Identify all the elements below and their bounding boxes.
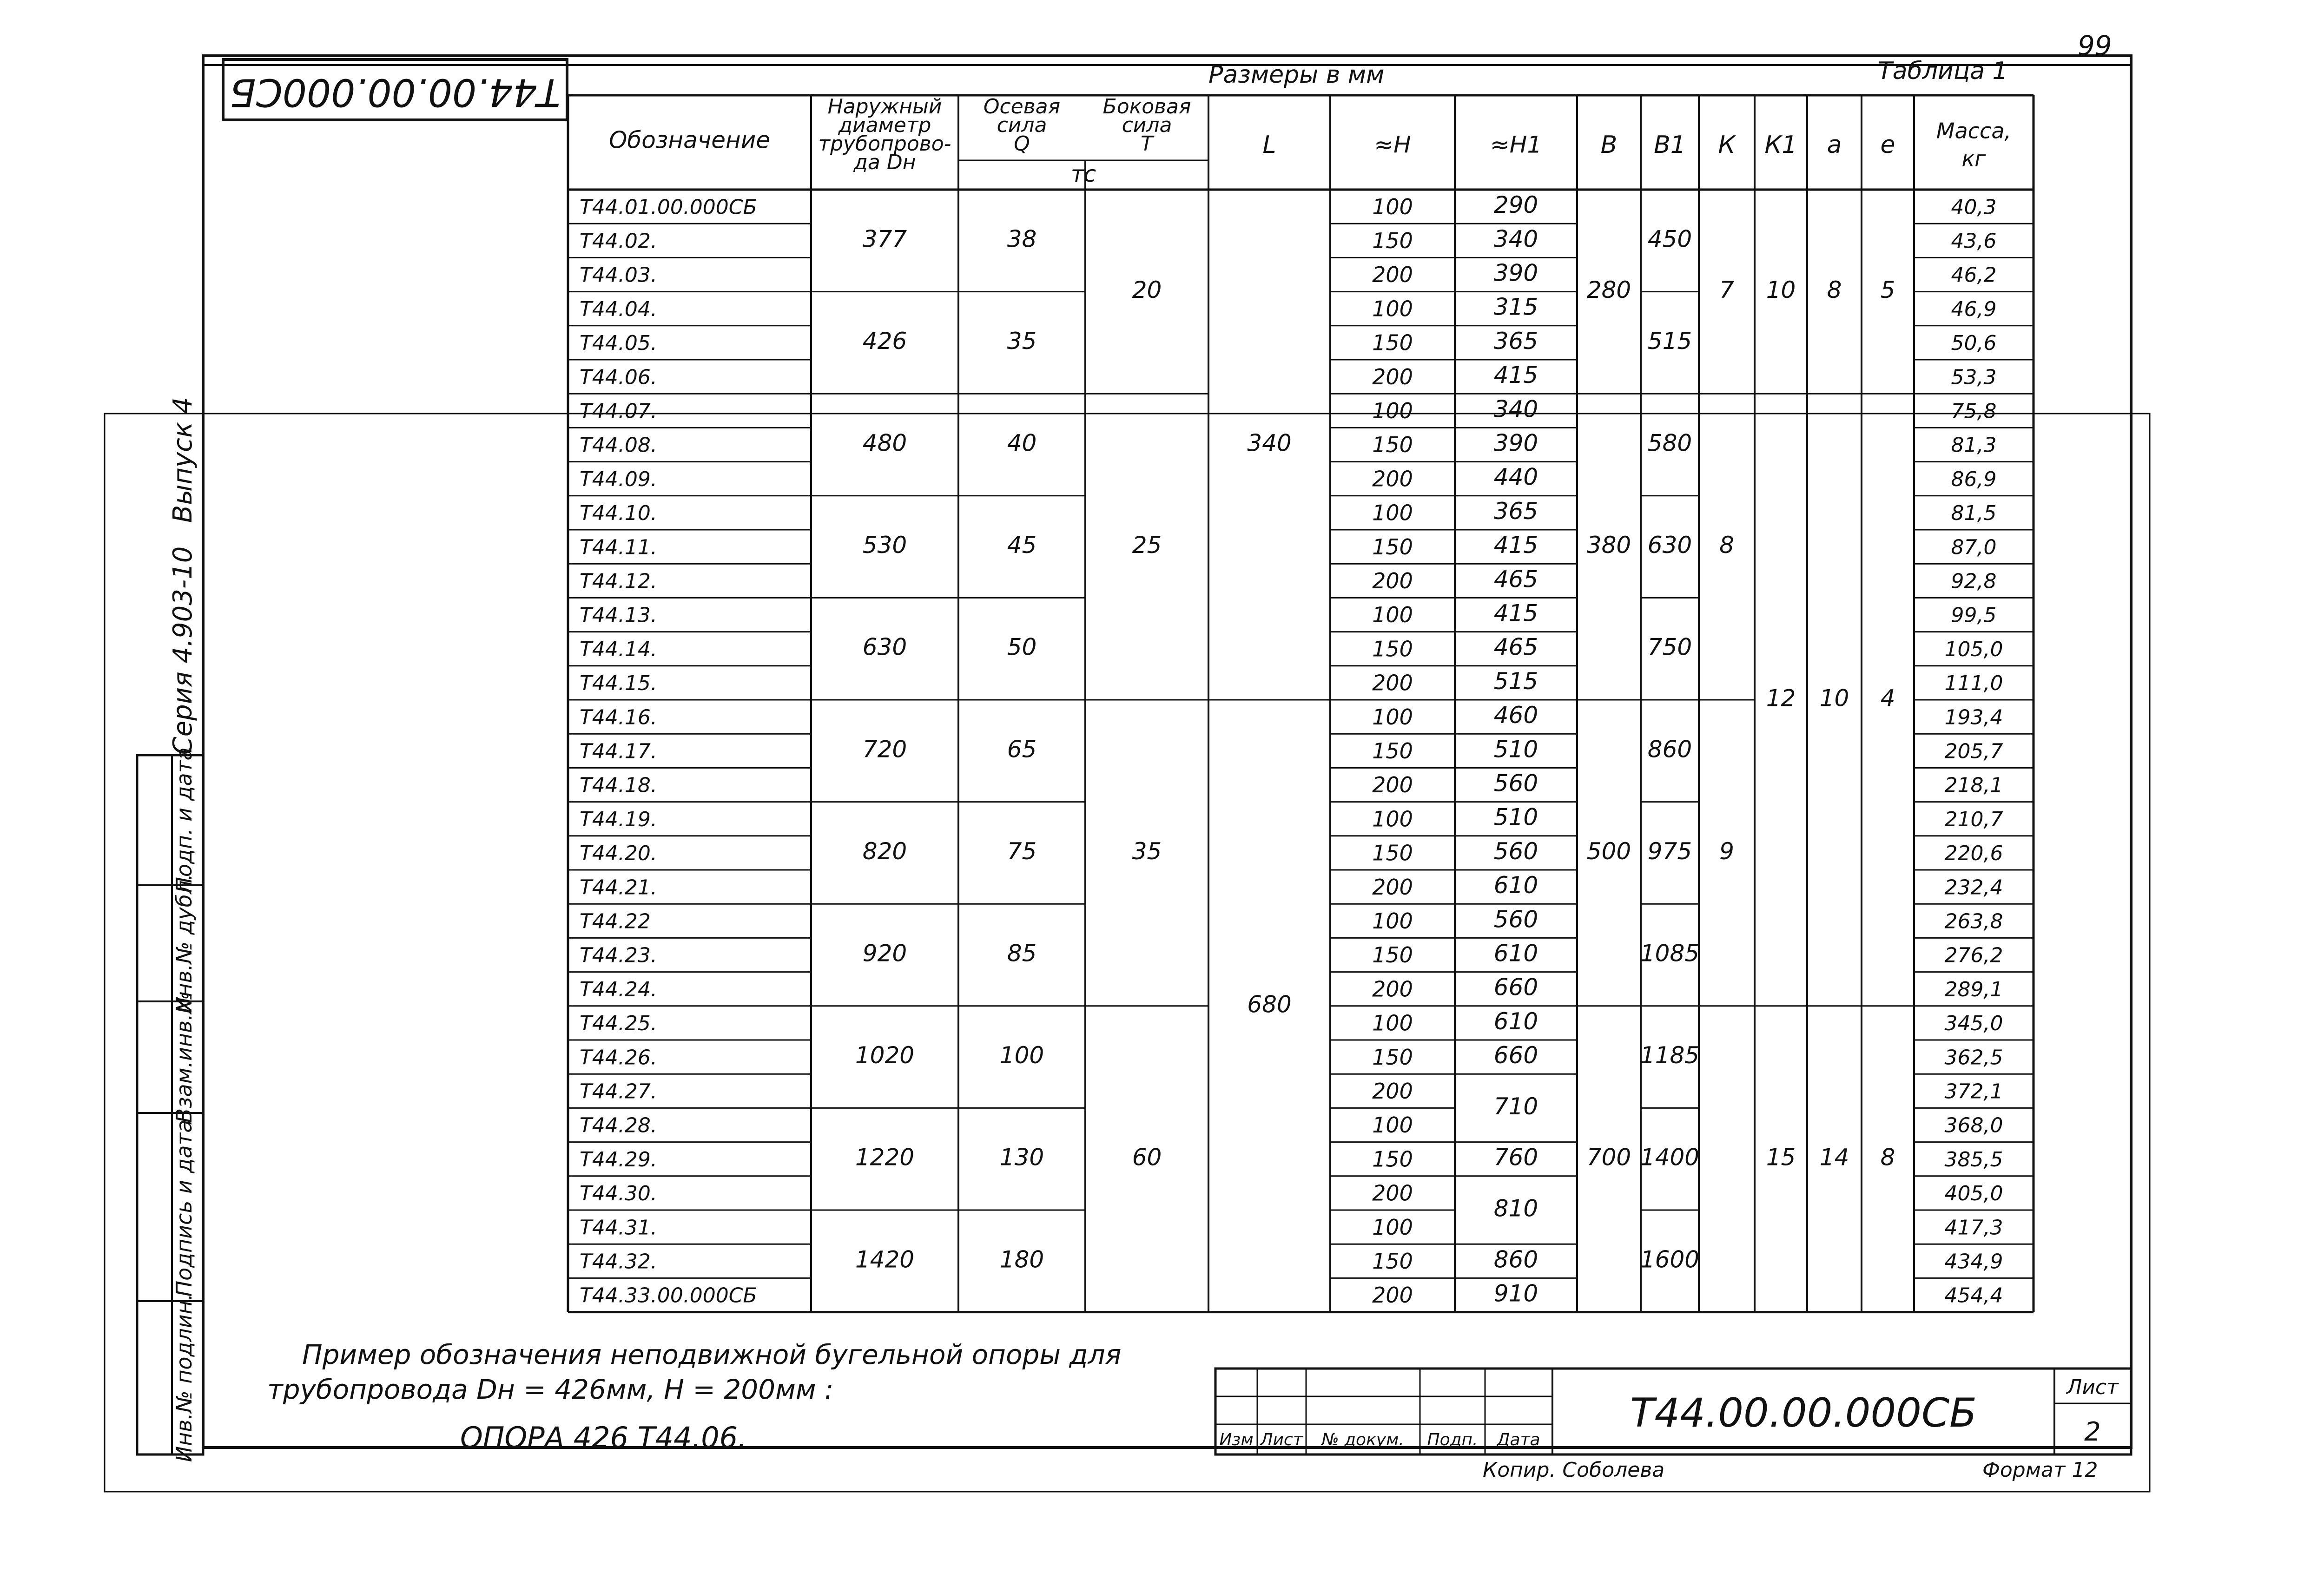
H-cell: 150 xyxy=(1372,228,1413,253)
k1-cell: 10 xyxy=(1766,276,1796,304)
k-cell: 9 xyxy=(1719,837,1734,865)
h1-cell: 560 xyxy=(1493,906,1538,933)
h1-cell: 415 xyxy=(1493,362,1538,389)
k1-cell: 15 xyxy=(1766,1144,1796,1171)
designation-cell: Т44.02. xyxy=(580,229,657,253)
h1-cell: 390 xyxy=(1493,259,1538,287)
dn-cell: 1220 xyxy=(855,1144,915,1171)
mass-cell: 405,0 xyxy=(1944,1182,2003,1206)
hdr-e: е xyxy=(1880,131,1895,159)
h1-cell: 810 xyxy=(1493,1195,1538,1222)
designation-cell: Т44.28. xyxy=(580,1113,657,1138)
H-cell: 200 xyxy=(1372,874,1413,900)
h1-cell: 460 xyxy=(1493,702,1538,729)
hdr-designation: Обозначение xyxy=(609,126,770,154)
q-cell: 40 xyxy=(1007,429,1037,457)
dn-cell: 720 xyxy=(862,736,907,763)
H-cell: 150 xyxy=(1372,840,1413,866)
dn-cell: 426 xyxy=(862,327,907,355)
a-cell: 14 xyxy=(1819,1144,1849,1171)
dn-cell: 377 xyxy=(862,225,907,253)
mass-cell: 43,6 xyxy=(1951,229,1997,253)
h1-cell: 710 xyxy=(1493,1092,1538,1120)
tb-col-date: Дата xyxy=(1497,1430,1540,1449)
l-cell: 340 xyxy=(1247,429,1292,457)
hdr-dn-2: диаметр xyxy=(838,113,931,137)
mass-cell: 220,6 xyxy=(1944,842,2003,866)
designation-cell: Т44.26. xyxy=(580,1046,657,1070)
mass-cell: 372,1 xyxy=(1944,1079,2003,1104)
mass-cell: 368,0 xyxy=(1944,1113,2003,1138)
mass-cell: 81,5 xyxy=(1951,501,1997,526)
q-cell: 35 xyxy=(1007,327,1037,355)
H-cell: 200 xyxy=(1372,466,1413,492)
b1-cell: 1400 xyxy=(1640,1144,1700,1171)
q-cell: 65 xyxy=(1007,736,1037,763)
mass-cell: 289,1 xyxy=(1944,977,2003,1001)
mass-cell: 263,8 xyxy=(1944,909,2003,934)
h1-cell: 760 xyxy=(1493,1144,1538,1171)
side-box-signature-date: Подпись и дата xyxy=(172,1119,197,1297)
designation-cell: Т44.12. xyxy=(580,569,657,593)
designation-cell: Т44.16. xyxy=(580,705,657,730)
designation-cell: Т44.33.00.000СБ xyxy=(580,1283,757,1308)
h1-cell: 560 xyxy=(1493,837,1538,865)
H-cell: 150 xyxy=(1372,330,1413,355)
designation-cell: Т44.15. xyxy=(580,671,657,696)
H-cell: 150 xyxy=(1372,636,1413,662)
main-table xyxy=(568,95,2034,1312)
H-cell: 200 xyxy=(1372,568,1413,593)
H-cell: 200 xyxy=(1372,670,1413,696)
t-cell: 25 xyxy=(1132,532,1162,559)
e-cell: 4 xyxy=(1880,684,1895,712)
designation-cell: Т44.06. xyxy=(580,365,657,389)
hdr-dn-3: трубопрово- xyxy=(818,132,951,156)
h1-cell: 365 xyxy=(1493,327,1538,355)
hdr-mass-1: Масса, xyxy=(1936,118,2012,144)
issue-label: Выпуск 4 xyxy=(168,397,198,523)
b1-cell: 580 xyxy=(1647,429,1692,457)
h1-cell: 465 xyxy=(1493,633,1538,661)
mass-cell: 454,4 xyxy=(1944,1283,2003,1308)
q-cell: 100 xyxy=(999,1042,1044,1069)
designation-cell: Т44.13. xyxy=(580,603,657,627)
designation-cell: Т44.04. xyxy=(580,297,657,321)
q-cell: 38 xyxy=(1007,225,1037,253)
mass-cell: 218,1 xyxy=(1944,773,2003,797)
b1-cell: 630 xyxy=(1647,532,1692,559)
hdr-q-3: Q xyxy=(1014,132,1030,156)
q-cell: 130 xyxy=(999,1144,1044,1171)
side-box-original-inv: Инв.№ подлин. xyxy=(172,1293,197,1462)
H-cell: 100 xyxy=(1372,398,1413,423)
b-cell: 380 xyxy=(1586,532,1631,559)
mass-cell: 210,7 xyxy=(1944,807,2003,831)
designation-cell: Т44.27. xyxy=(580,1079,657,1104)
h1-cell: 515 xyxy=(1493,667,1538,695)
hdr-force-unit: тс xyxy=(1070,161,1096,187)
q-cell: 75 xyxy=(1007,837,1037,865)
designation-cell: Т44.14. xyxy=(580,637,657,661)
h1-cell: 610 xyxy=(1493,872,1538,899)
H-cell: 200 xyxy=(1372,364,1413,389)
hdr-t-1: Боковая xyxy=(1103,95,1191,118)
table-label: Таблица 1 xyxy=(1878,57,2008,85)
dn-cell: 920 xyxy=(862,940,907,967)
designation-cell: Т44.30. xyxy=(580,1182,657,1206)
l-cell: 680 xyxy=(1247,991,1292,1018)
designation-cell: Т44.08. xyxy=(580,433,657,457)
example-line-2: трубопровода Dн = 426мм, Н = 200мм : xyxy=(267,1374,834,1405)
b1-cell: 1185 xyxy=(1640,1042,1700,1069)
designation-cell: Т44.07. xyxy=(580,399,657,423)
designation-cell: Т44.22 xyxy=(580,909,651,934)
mass-cell: 50,6 xyxy=(1951,331,1997,355)
h1-cell: 660 xyxy=(1493,1042,1538,1069)
hdr-q-2: сила xyxy=(997,113,1047,137)
H-cell: 100 xyxy=(1372,1214,1413,1240)
h1-cell: 560 xyxy=(1493,770,1538,797)
hdr-t-2: сила xyxy=(1122,113,1172,137)
h1-cell: 440 xyxy=(1493,463,1538,491)
H-cell: 200 xyxy=(1372,262,1413,288)
q-cell: 180 xyxy=(999,1246,1044,1273)
designation-cell: Т44.01.00.000СБ xyxy=(580,195,757,219)
k1-cell: 12 xyxy=(1766,684,1796,712)
dn-cell: 1420 xyxy=(855,1246,915,1273)
tb-col-signature: Подп. xyxy=(1427,1430,1478,1449)
top-code-text: Т44.00.00.000СБ xyxy=(230,70,561,114)
designation-cell: Т44.29. xyxy=(580,1147,657,1171)
side-box-replaced-inv: Взам.инв.№ xyxy=(172,991,197,1123)
tb-sheet-label: Лист xyxy=(2067,1375,2119,1399)
designation-cell: Т44.25. xyxy=(580,1012,657,1036)
H-cell: 150 xyxy=(1372,432,1413,458)
hdr-B: В xyxy=(1600,131,1618,159)
tb-col-document: № докум. xyxy=(1321,1430,1404,1449)
H-cell: 150 xyxy=(1372,942,1413,968)
h1-cell: 465 xyxy=(1493,566,1538,593)
mass-cell: 81,3 xyxy=(1951,433,1997,457)
h1-cell: 315 xyxy=(1493,293,1538,321)
example-note xyxy=(267,1339,1122,1454)
H-cell: 100 xyxy=(1372,1010,1413,1036)
h1-cell: 610 xyxy=(1493,1007,1538,1035)
h1-cell: 415 xyxy=(1493,599,1538,627)
H-cell: 200 xyxy=(1372,772,1413,798)
hdr-dn-4: да Dн xyxy=(853,151,916,174)
mass-cell: 46,9 xyxy=(1951,297,1997,321)
designation-cell: Т44.31. xyxy=(580,1216,657,1240)
t-cell: 20 xyxy=(1132,276,1162,304)
H-cell: 100 xyxy=(1372,908,1413,934)
hdr-L: L xyxy=(1262,131,1276,159)
b1-cell: 450 xyxy=(1647,225,1692,253)
hdr-mass-2: кг xyxy=(1961,146,1986,171)
designation-cell: Т44.11. xyxy=(580,535,657,559)
e-cell: 8 xyxy=(1880,1144,1895,1171)
H-cell: 150 xyxy=(1372,534,1413,559)
mass-cell: 345,0 xyxy=(1944,1012,2003,1036)
H-cell: 100 xyxy=(1372,806,1413,832)
b-cell: 500 xyxy=(1586,837,1631,865)
k-cell: 8 xyxy=(1719,532,1734,559)
mass-cell: 362,5 xyxy=(1944,1046,2003,1070)
designation-cell: Т44.32. xyxy=(580,1250,657,1274)
b1-cell: 515 xyxy=(1647,327,1692,355)
mass-cell: 40,3 xyxy=(1951,195,1997,219)
b1-cell: 750 xyxy=(1647,633,1692,661)
mass-cell: 105,0 xyxy=(1944,637,2003,661)
page-number: 99 xyxy=(2078,30,2112,61)
mass-cell: 193,4 xyxy=(1944,705,2003,730)
designation-cell: Т44.21. xyxy=(580,875,657,900)
mass-cell: 111,0 xyxy=(1944,671,2003,696)
H-cell: 200 xyxy=(1372,976,1413,1002)
designation-cell: Т44.03. xyxy=(580,263,657,287)
a-cell: 10 xyxy=(1819,684,1849,712)
example-line-3: ОПОРА 426 Т44.06. xyxy=(460,1421,747,1454)
designation-cell: Т44.10. xyxy=(580,501,657,526)
mass-cell: 434,9 xyxy=(1944,1250,2003,1274)
H-cell: 100 xyxy=(1372,704,1413,730)
side-box-duplicate-inv: Инв.№ дубл. xyxy=(172,873,197,1013)
inner-frame xyxy=(203,56,2131,1448)
hdr-K1: К1 xyxy=(1764,131,1797,159)
mass-cell: 205,7 xyxy=(1944,739,2003,763)
series-label: Серия 4.903-10 xyxy=(168,546,198,755)
hdr-K: К xyxy=(1718,131,1736,159)
mass-cell: 46,2 xyxy=(1951,263,1997,287)
H-cell: 100 xyxy=(1372,602,1413,628)
top-code-stamp xyxy=(223,59,567,120)
dn-cell: 480 xyxy=(862,429,907,457)
designation-cell: Т44.20. xyxy=(580,842,657,866)
b1-cell: 1085 xyxy=(1640,940,1700,967)
h1-cell: 860 xyxy=(1493,1246,1538,1273)
example-line-1: Пример обозначения неподвижной бугельной опоры для xyxy=(302,1339,1122,1370)
tb-col-change: Изм xyxy=(1219,1430,1254,1449)
q-cell: 85 xyxy=(1007,940,1037,967)
t-cell: 60 xyxy=(1132,1144,1162,1171)
a-cell: 8 xyxy=(1827,276,1842,304)
outer-frame xyxy=(105,414,2150,1492)
dn-cell: 630 xyxy=(862,633,907,661)
tb-sheet-number: 2 xyxy=(2084,1417,2101,1447)
hdr-H1: ≈H1 xyxy=(1490,131,1542,158)
side-box-sign-date-2: Подп. и дата xyxy=(172,747,197,893)
mass-cell: 99,5 xyxy=(1951,603,1997,627)
designation-cell: Т44.05. xyxy=(580,331,657,355)
mass-cell: 87,0 xyxy=(1951,535,1997,559)
mass-cell: 276,2 xyxy=(1944,943,2003,967)
mass-cell: 385,5 xyxy=(1944,1147,2003,1171)
dn-cell: 530 xyxy=(862,532,907,559)
copied-by: Копир. Соболева xyxy=(1483,1458,1665,1482)
mass-cell: 417,3 xyxy=(1944,1216,2003,1240)
tb-code: Т44.00.00.000СБ xyxy=(1630,1390,1977,1436)
h1-cell: 340 xyxy=(1493,225,1538,253)
side-stamp-column xyxy=(137,747,203,1462)
b1-cell: 860 xyxy=(1647,736,1692,763)
H-cell: 200 xyxy=(1372,1180,1413,1206)
h1-cell: 340 xyxy=(1493,395,1538,423)
H-cell: 100 xyxy=(1372,1112,1413,1138)
hdr-H: ≈H xyxy=(1374,131,1411,158)
t-cell: 35 xyxy=(1132,837,1162,865)
e-cell: 5 xyxy=(1880,276,1895,304)
h1-cell: 660 xyxy=(1493,974,1538,1001)
H-cell: 100 xyxy=(1372,296,1413,322)
b-cell: 280 xyxy=(1586,276,1631,304)
mass-cell: 92,8 xyxy=(1951,569,1997,593)
H-cell: 200 xyxy=(1372,1283,1413,1308)
hdr-dn-1: Наружный xyxy=(827,95,942,118)
b-cell: 700 xyxy=(1586,1144,1631,1171)
H-cell: 150 xyxy=(1372,1044,1413,1070)
designation-cell: Т44.18. xyxy=(580,773,657,797)
H-cell: 100 xyxy=(1372,500,1413,526)
H-cell: 200 xyxy=(1372,1078,1413,1104)
hdr-t-3: Т xyxy=(1141,132,1153,156)
units-note: Размеры в мм xyxy=(1208,61,1385,89)
h1-cell: 415 xyxy=(1493,532,1538,559)
h1-cell: 910 xyxy=(1493,1280,1538,1307)
designation-cell: Т44.19. xyxy=(580,807,657,831)
dn-cell: 1020 xyxy=(855,1042,915,1069)
h1-cell: 610 xyxy=(1493,940,1538,967)
b1-cell: 1600 xyxy=(1640,1246,1700,1273)
mass-cell: 232,4 xyxy=(1944,875,2003,900)
h1-cell: 510 xyxy=(1493,803,1538,831)
H-cell: 100 xyxy=(1372,194,1413,219)
hdr-B1: В1 xyxy=(1654,131,1686,159)
h1-cell: 365 xyxy=(1493,497,1538,525)
h1-cell: 290 xyxy=(1493,191,1538,219)
designation-cell: Т44.17. xyxy=(580,739,657,763)
hdr-a: а xyxy=(1827,131,1842,159)
b1-cell: 975 xyxy=(1647,837,1692,865)
k-cell: 7 xyxy=(1719,276,1734,304)
designation-cell: Т44.09. xyxy=(580,467,657,491)
designation-cell: Т44.23. xyxy=(580,943,657,967)
designation-cell: Т44.24. xyxy=(580,977,657,1001)
h1-cell: 390 xyxy=(1493,429,1538,457)
H-cell: 150 xyxy=(1372,738,1413,763)
q-cell: 45 xyxy=(1007,532,1037,559)
q-cell: 50 xyxy=(1007,633,1037,661)
h1-cell: 510 xyxy=(1493,736,1538,763)
mass-cell: 75,8 xyxy=(1951,399,1997,423)
H-cell: 150 xyxy=(1372,1146,1413,1172)
title-block xyxy=(1215,1369,2131,1454)
tb-col-sheet: Лист xyxy=(1260,1430,1303,1449)
H-cell: 150 xyxy=(1372,1248,1413,1274)
hdr-q-1: Осевая xyxy=(983,95,1061,118)
format-label: Формат 12 xyxy=(1982,1458,2098,1482)
dn-cell: 820 xyxy=(862,837,907,865)
mass-cell: 86,9 xyxy=(1951,467,1997,491)
mass-cell: 53,3 xyxy=(1951,365,1997,389)
